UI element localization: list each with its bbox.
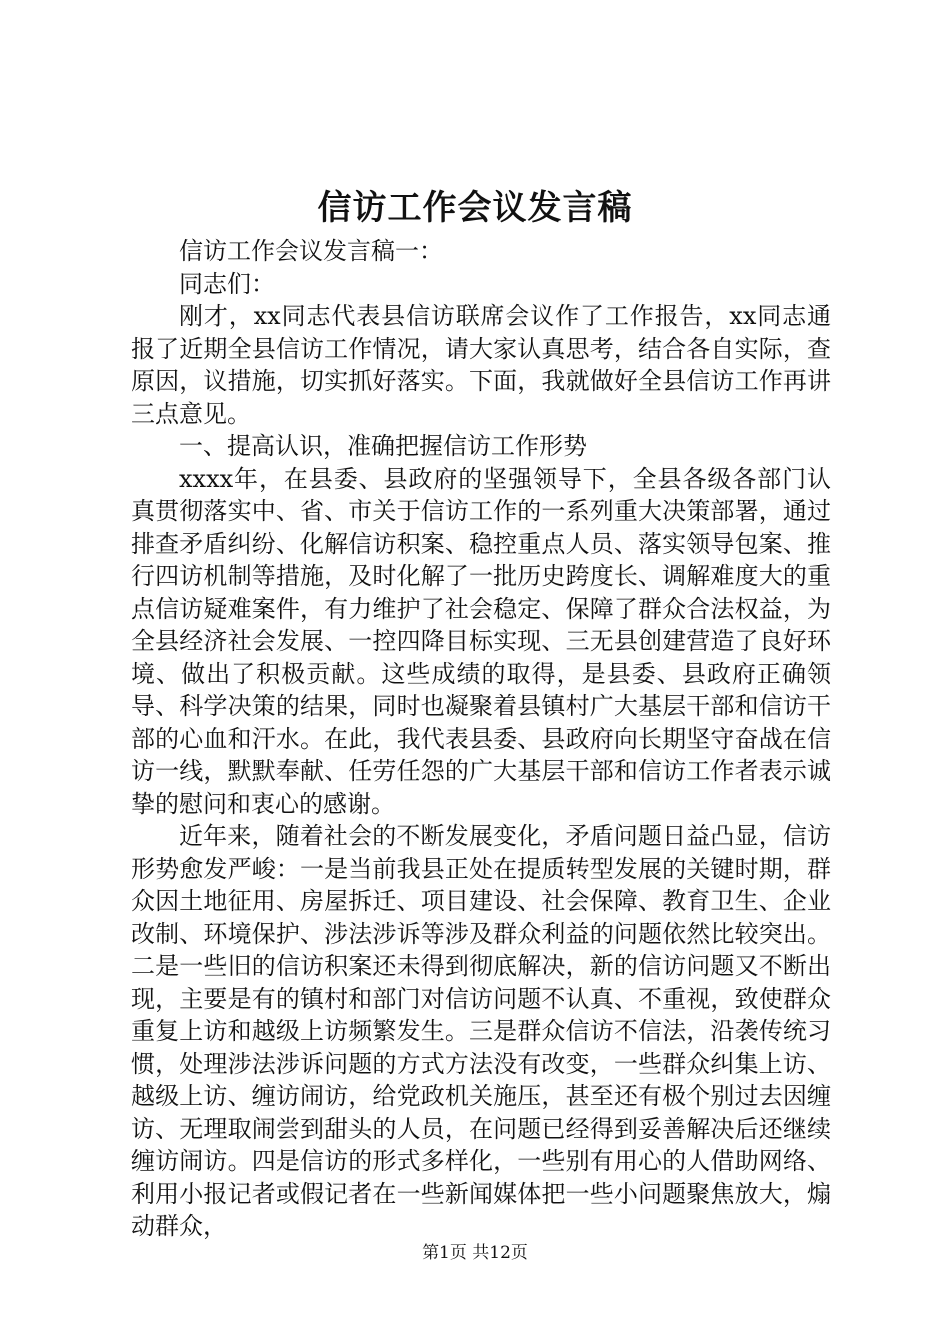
section-heading: 一、提高认识，准确把握信访工作形势	[179, 432, 587, 460]
page-footer: 第1页 共12页	[422, 1243, 528, 1263]
paragraph: xxxx年，在县委、县政府的坚强领导下，全县各级各部门认真贯彻落实中、省、市关于信访工作的一系列重大决策部署，通过排查矛盾纠纷、化解信访积案、稳控重点人员、落实领导包案、推行四访机制等措施，及时化解了一批历史跨度长、调解难度大的重点信访疑难案件，有力维护了社会稳定、保障了群众合法权益，为全县经济社会发展、一控四降目标实现、三无县创建营造了良好环境、做出了积极贡献。这些成绩的取得，是县委、县政府正确领导、科学决策的结果，同时也凝聚着县镇村广大基层干部和信访干部的心血和汗水。在此，我代表县委、县政府向长期坚守奋战在信访一线，默默奉献、任劳任怨的广大基层干部和信访工作者表示诚挚的慰问和衷心的感谢。	[131, 464, 831, 818]
document-body	[131, 235, 831, 1243]
paragraph: 同志们：	[179, 269, 275, 298]
paragraph: 近年来，随着社会的不断发展变化，矛盾问题日益凸显，信访形势愈发严峻：一是当前我县正处在提质转型发展的关键时期，群众因土地征用、房屋拆迁、项目建设、社会保障、教育卫生、企业改制、环境保护、涉法涉诉等涉及群众利益的问题依然比较突出。二是一些旧的信访积案还未得到彻底解决，新的信访问题又不断出现，主要是有的镇村和部门对信访问题不认真、不重视，致使群众重复上访和越级上访频繁发生。三是群众信访不信法，沿袭传统习惯，处理涉法涉诉问题的方式方法没有改变，一些群众纠集上访、越级上访、缠访闹访，给党政机关施压，甚至还有极个别过去因缠访、无理取闹尝到甜头的人员，在问题已经得到妥善解决后还继续缠访闹访。四是信访的形式多样化，一些别有用心的人借助网络、利用小报记者或假记者在一些新闻媒体把一些小问题聚焦放大，煽动群众，	[131, 822, 831, 1240]
document-title: 信访工作会议发言稿	[317, 188, 633, 228]
paragraph: 刚才，xx同志代表县信访联席会议作了工作报告，xx同志通报了近期全县信访工作情况，请大家认真思考，结合各自实际，查原因，议措施，切实抓好落实。下面，我就做好全县信访工作再讲三点意见。	[131, 302, 831, 428]
paragraph: 信访工作会议发言稿一：	[179, 237, 443, 265]
